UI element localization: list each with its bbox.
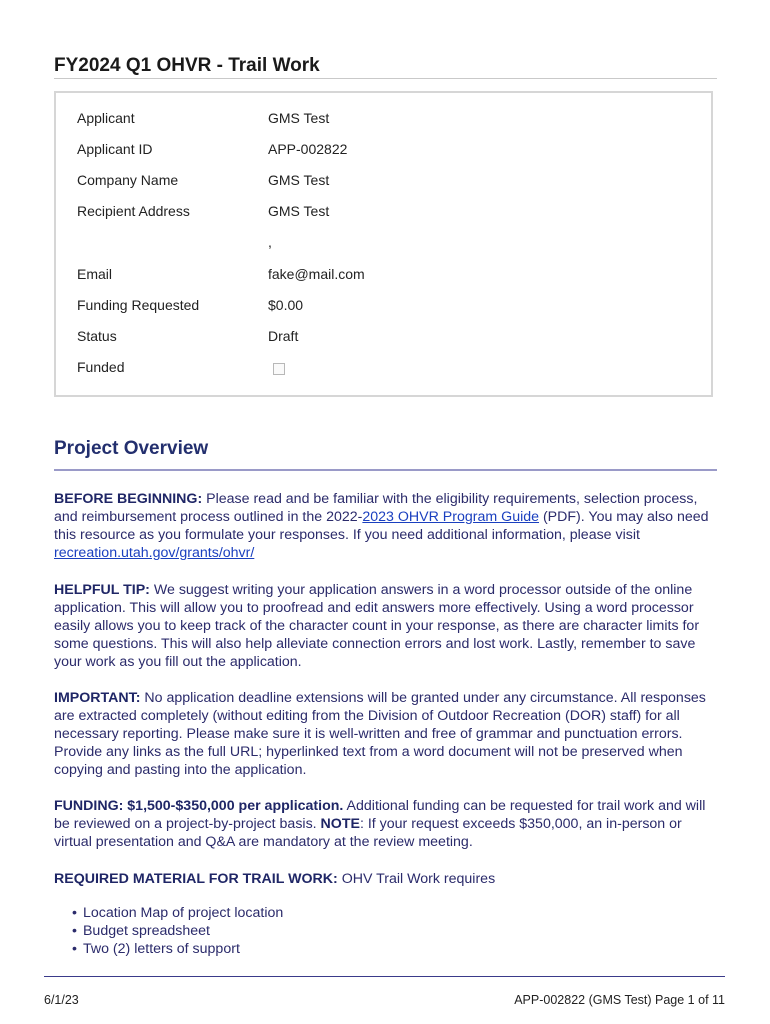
helpful-tip-lead: HELPFUL TIP: [54,582,150,598]
important-paragraph [54,689,722,779]
value-funding-requested: $0.00 [268,297,304,313]
value-applicant-id: APP-002822 [268,141,348,157]
value-status: Draft [268,328,299,344]
value-recipient-address-line2: , [268,234,272,250]
label-recipient-address: Recipient Address [77,203,190,219]
funding-note-label: NOTE [320,816,360,832]
before-beginning-lead: BEFORE BEGINNING: [54,491,203,507]
funded-checkbox[interactable] [273,363,285,375]
value-email: fake@mail.com [268,266,365,282]
funding-lead: FUNDING: $1,500-$350,000 per application. [54,798,344,814]
value-company-name: GMS Test [268,172,330,188]
program-guide-link[interactable]: 2023 OHVR Program Guide [362,509,540,525]
value-applicant: GMS Test [268,110,330,126]
footer-divider [44,976,725,977]
footer-date: 6/1/23 [44,993,79,1007]
footer-page-info: APP-002822 (GMS Test) Page 1 of 11 [514,993,725,1007]
label-email: Email [77,266,113,282]
list-item: • Two (2) letters of support [72,940,283,958]
ohvr-grants-link[interactable]: recreation.utah.gov/grants/ohvr/ [54,545,255,561]
funding-text-1: Additional funding can be requested for trail work and will be reviewed on a project-by-project basis. [54,798,706,832]
application-summary-box [54,91,713,397]
title-divider [54,78,717,79]
required-material-text: OHV Trail Work requires [337,871,496,887]
list-item: • Budget spreadsheet [72,922,283,940]
label-applicant: Applicant [77,110,135,126]
helpful-tip-text: We suggest writing your application answers in a word processor outside of the online application. This will allow you to proofread and edit answers more effectively. Using a word processor easily allows you to keep track of the character count in your response, as there are character limits for some questions. This will also help alleviate connection errors and lost work. Lastly, remember to save your work as you fill out the application. [54,582,700,670]
page-title: FY2024 Q1 OHVR - Trail Work [54,55,320,76]
funding-text-2: : If your request exceeds $350,000, an in-person or virtual presentation and Q&A are mandatory at the review meeting. [54,816,682,850]
label-company-name: Company Name [77,172,179,188]
before-text-2: (PDF). You may also need this resource as you formulate your responses. If you need additional information, please visit [54,509,709,543]
list-item: • Location Map of project location [72,904,283,922]
label-applicant-id: Applicant ID [77,141,153,157]
section-divider [54,469,717,471]
value-recipient-address: GMS Test [268,203,330,219]
important-text: No application deadline extensions will be granted under any circumstance. All responses are extracted completely (without editing from the Division of Outdoor Recreation (DOR) staff) for all necessary reporting. Please make sure it is well-written and free of grammar and punctuation errors. Provide any links as the full URL; hyperlinked text from a word document will not be preserved when copying and pasting into the application. [54,690,706,778]
required-material-lead: REQUIRED MATERIAL FOR TRAIL WORK: [54,871,338,887]
before-beginning-paragraph [54,490,722,562]
label-status: Status [77,328,117,344]
section-title: Project Overview [54,438,209,459]
helpful-tip-paragraph [54,581,722,671]
required-material-paragraph [54,870,722,888]
label-funded: Funded [77,359,125,375]
label-funding-requested: Funding Requested [77,297,200,313]
important-lead: IMPORTANT: [54,690,141,706]
funding-paragraph [54,797,722,851]
before-text-1: Please read and be familiar with the eligibility requirements, selection process, and reimbursement process outlined in the 2022- [54,491,698,525]
required-material-list [72,904,283,958]
